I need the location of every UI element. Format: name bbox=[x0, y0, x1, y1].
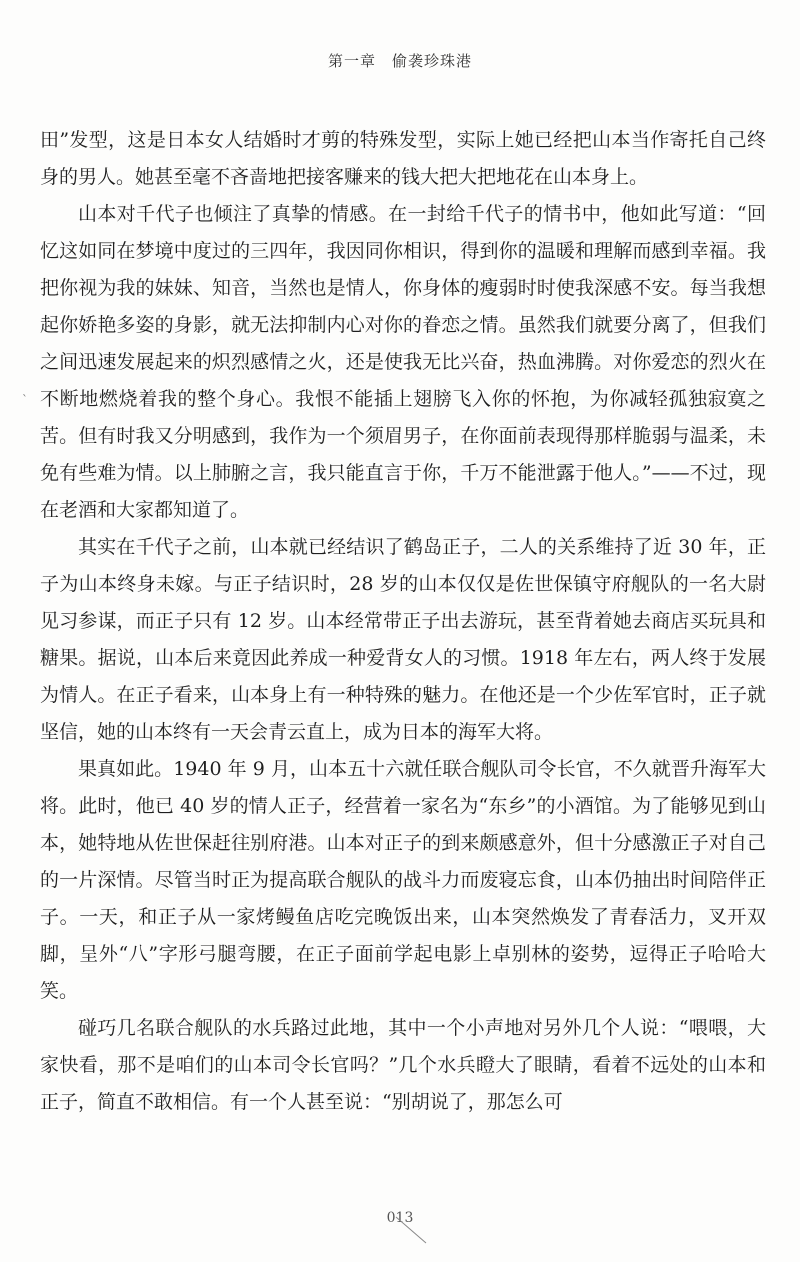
paragraph-4: 果真如此。1940 年 9 月，山本五十六就任联合舰队司令长官，不久就晋升海军大将。此时，他已 40 岁的情人正子，经营着一家名为“东乡”的小酒馆。为了能够见到山本，她特地从佐世保赶往别府港。山本对正子的到来颇感意外，但十分感激正子对自己的一片深情。尽管当时正为提高联合舰队的战斗力而废寝忘食，山本仍抽出时间陪伴正子。一天，和正子从一家烤鳗鱼店吃完晚饭出来，山本突然焕发了青春活力，叉开双脚，呈外“八”字形弓腿弯腰，在正子面前学起电影上卓别林的姿势，逗得正子哈哈大笑。 bbox=[40, 758, 766, 1002]
margin-scan-mark: ˋ bbox=[22, 393, 28, 407]
paragraph-5: 碰巧几名联合舰队的水兵路过此地，其中一个小声地对另外几个人说：“喂喂，大家快看，那不是咱们的山本司令长官吗？”几个水兵瞪大了眼睛，看着不远处的山本和正子，简直不敢相信。有一个人甚至说：“别胡说了，那怎么可 bbox=[40, 1017, 766, 1113]
paragraph-2: 山本对千代子也倾注了真挚的情感。在一封给千代子的情书中，他如此写道：“回忆这如同在梦境中度过的三四年，我因同你相识，得到你的温暖和理解而感到幸福。我把你视为我的妹妹、知音，当然也是情人，你身体的瘦弱时时使我深感不安。每当我想起你娇艳多姿的身影，就无法抑制内心对你的眷恋之情。虽然我们就要分离了，但我们之间迅速发展起来的炽烈感情之火，还是使我无比兴奋，热血沸腾。对你爱恋的烈火在不断地燃烧着我的整个身心。我恨不能插上翅膀飞入你的怀抱，为你减轻孤独寂寞之苦。但有时我又分明感到，我作为一个须眉男子，在你面前表现得那样脆弱与温柔，未免有些难为情。以上肺腑之言，我只能直言于你，千万不能泄露于他人。”——不过，现在老酒和大家都知道了。 bbox=[40, 203, 766, 521]
paragraph-1: 田”发型，这是日本女人结婚时才剪的特殊发型，实际上她已经把山本当作寄托自己终身的男人。她甚至毫不吝啬地把接客赚来的钱大把大把地花在山本身上。 bbox=[40, 129, 766, 188]
page-number: 013 bbox=[386, 1210, 414, 1226]
running-header: 第一章 偷袭珍珠港 bbox=[327, 52, 472, 70]
body-text bbox=[40, 122, 766, 1121]
paragraph-3: 其实在千代子之前，山本就已经结识了鹤岛正子，二人的关系维持了近 30 年，正子为山本终身未嫁。与正子结识时，28 岁的山本仅仅是佐世保镇守府舰队的一名大尉见习参谋，而正子只有 12 岁。山本经常带正子出去游玩，甚至背着她去商店买玩具和糖果。据说，山本后来竟因此养成一种爱背女人的习惯。1918 年左右，两人终于发展为情人。在正子看来，山本身上有一种特殊的魅力。在他还是一个少佐军官时，正子就坚信，她的山本终有一天会青云直上，成为日本的海军大将。 bbox=[40, 536, 766, 743]
scan-stroke-mark bbox=[394, 1215, 428, 1245]
